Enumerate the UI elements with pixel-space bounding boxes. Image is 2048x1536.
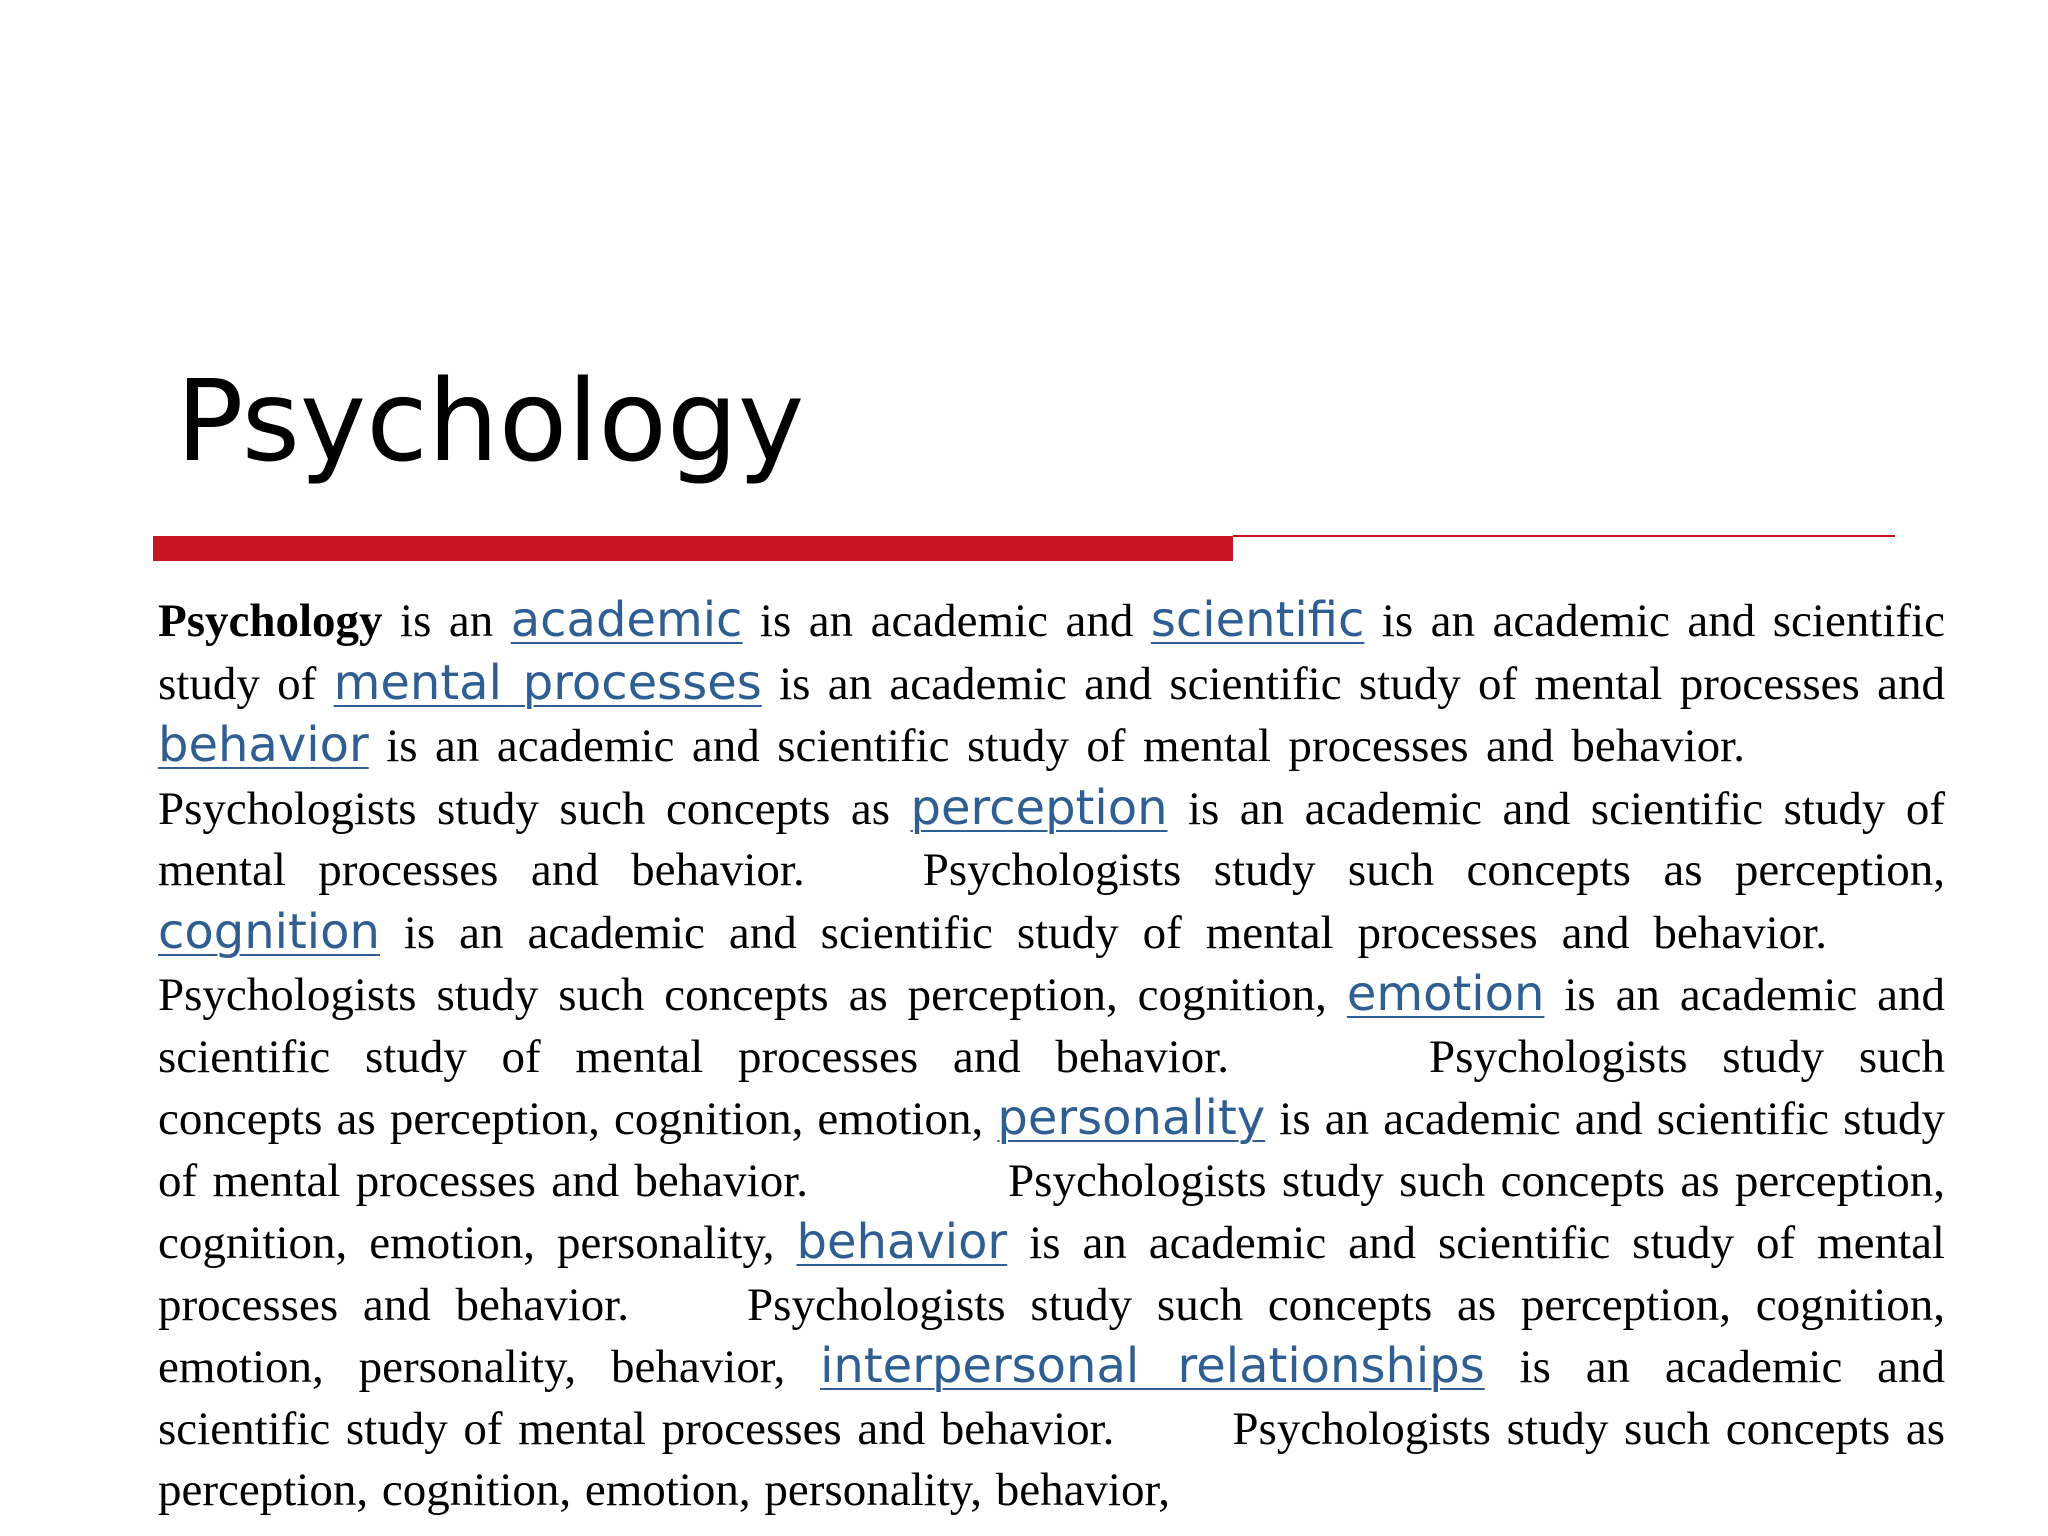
link-behavior-2[interactable]: behavior [796, 1214, 1008, 1270]
text-segment: is an academic and scientific study of mental processes and [761, 657, 1946, 710]
text-segment: Psychologists study such concepts as [158, 782, 911, 835]
text-segment: is an academic and scientific study of mental processes and behavior. [158, 1217, 1945, 1331]
link-personality[interactable]: personality [997, 1090, 1266, 1146]
text-segment: is an [382, 595, 511, 647]
text-segment: Psychologists study such concepts as perception, cognition, emotion, personality, [158, 1154, 1945, 1269]
text-segment: Psychologists study such concepts as perception, cognition, emotion, personality, behavior, [158, 1278, 1946, 1393]
text-segment: is an academic and scientific study of mental processes and behavior. [379, 906, 1827, 959]
text-segment: is an academic and [742, 595, 1151, 647]
lead-term: Psychology [158, 595, 383, 647]
link-mental-processes[interactable]: mental processes [333, 654, 762, 711]
body-paragraph [158, 590, 1945, 1522]
text-segment: Psychologists study such concepts as perception, cognition, emotion, personality, behavior, [158, 1402, 1945, 1516]
text-segment: is an academic and scientific study of mental processes and behavior. [158, 1093, 1945, 1207]
link-interpersonal-relationships[interactable]: interpersonal relationships [820, 1338, 1485, 1394]
link-perception[interactable]: perception [910, 779, 1168, 836]
link-academic[interactable]: academic [510, 592, 743, 648]
text-segment: Psychologists study such concepts as perception, cognition, emotion, [158, 1030, 1945, 1145]
text-segment: is an academic and scientific study of mental processes and behavior. [158, 782, 1945, 896]
title-underline-thin [1233, 535, 1895, 537]
link-scientific[interactable]: scientific [1150, 592, 1365, 648]
text-segment: is an academic and scientific study of mental processes and behavior. [368, 720, 1745, 772]
text-segment: is an academic and scientific study of [158, 595, 1945, 710]
slide-title: Psychology [176, 357, 805, 487]
text-segment: is an academic and scientific study of mental processes and behavior. [158, 969, 1946, 1083]
link-emotion[interactable]: emotion [1346, 966, 1545, 1022]
link-behavior[interactable]: behavior [158, 717, 369, 773]
text-segment: is an academic and scientific study of mental processes and behavior. [158, 1341, 1945, 1455]
text-segment: Psychologists study such concepts as perception, cognition, [158, 969, 1347, 1021]
link-cognition[interactable]: cognition [158, 903, 380, 960]
text-segment: Psychologists study such concepts as perception, [922, 844, 1946, 896]
title-underline-thick [153, 536, 1233, 561]
